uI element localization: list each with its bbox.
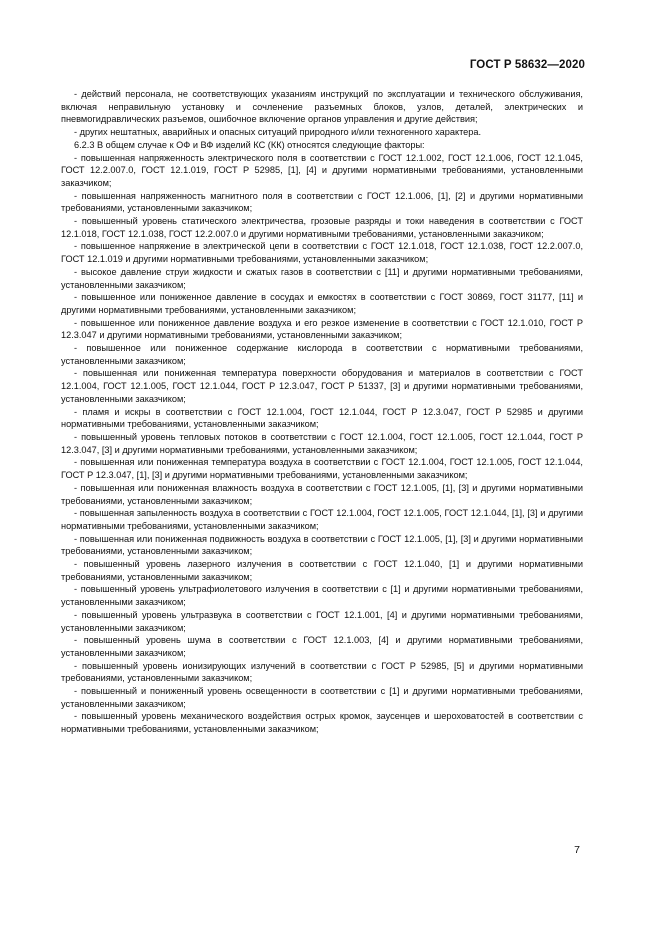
list-item: - повышенная напряженность магнитного поля в соответствии с ГОСТ 12.1.006, [1], [2] и другими нормативными требованиями, установленными заказчиком; xyxy=(61,190,583,214)
list-item: - повышенная запыленность воздуха в соответствии с ГОСТ 12.1.004, ГОСТ 12.1.005, ГОСТ 12.1.044, [1], [3] и другими нормативными требованиями, установленными заказчиком; xyxy=(61,508,583,531)
paragraph: 6.2.3 В общем случае к ОФ и ВФ изделий КС (КК) относятся следующие факторы: xyxy=(74,139,425,150)
list-item: - повышенный уровень шума в соответствии с ГОСТ 12.1.003, [4] и другими нормативными требованиями, установленными заказчиком; xyxy=(61,635,583,658)
list-item: - повышенное или пониженное давление воздуха и его резкое изменение в соответствии с ГОСТ 12.1.010, ГОСТ Р 12.3.047 и другими нормативными требованиями, установленными заказчиком; xyxy=(61,317,583,341)
list-item: - повышенный уровень ультразвука в соответствии с ГОСТ 12.1.001, [4] и другими нормативными требованиями, установленными заказчиком; xyxy=(61,609,583,633)
list-item: - повышенная или пониженная подвижность воздуха в соответствии с ГОСТ 12.1.005, [1], [3] и другими нормативными требованиями, установленными заказчиком; xyxy=(61,533,583,557)
list-item: - повышенная напряженность электрического поля в соответствии с ГОСТ 12.1.002, ГОСТ 12.1.006, ГОСТ 12.1.045, ГОСТ 12.2.007.0, ГОСТ 12.1.019, ГОСТ Р 52985, [1], [4] и другими нормативными требованиями, установленными заказчиком; xyxy=(61,152,583,188)
list-item: - повышенная или пониженная температура поверхности оборудования и материалов в соответствии с ГОСТ 12.1.004, ГОСТ 12.1.005, ГОСТ 12.1.044, ГОСТ Р 12.3.047, ГОСТ Р 51337, [3] и другими нормативными требованиями, установленными заказчиком; xyxy=(61,368,583,404)
standard-header: ГОСТ Р 58632—2020 xyxy=(469,59,585,71)
list-item: - повышенный уровень тепловых потоков в соответствии с ГОСТ 12.1.004, ГОСТ 12.1.005, ГОСТ 12.1.044, ГОСТ Р 12.3.047, [3] и другими нормативными требованиями, установленными заказчиком; xyxy=(61,431,583,455)
list-item: - повышенное или пониженное содержание кислорода в соответствии с нормативными требованиями, установленными заказчиком; xyxy=(61,343,583,366)
list-item: - повышенный уровень ультрафиолетового излучения в соответствии с [1] и другими нормативными требованиями, установленными заказчиком; xyxy=(61,584,583,608)
list-item: - повышенная или пониженная температура воздуха в соответствии с ГОСТ 12.1.004, ГОСТ 12.1.005, ГОСТ 12.1.044, ГОСТ Р 12.3.047, [1], [3] и другими нормативными требованиями, установленными заказчиком; xyxy=(61,457,583,481)
list-item: - повышенный уровень лазерного излучения в соответствии с ГОСТ 12.1.040, [1] и другими нормативными требованиями, установленными заказчиком; xyxy=(61,559,583,582)
page-number: 7 xyxy=(574,844,580,856)
list-item: - повышенный уровень механического воздействия острых кромок, заусенцев и шероховатостей в соответствии с нормативными требованиями, установленными заказчиком; xyxy=(61,711,583,735)
list-item: - повышенный уровень ионизирующих излучений в соответствии с ГОСТ Р 52985, [5] и другими нормативными требованиями, установленными заказчиком; xyxy=(61,660,583,684)
body-text xyxy=(61,88,583,736)
paragraph: - других нештатных, аварийных и опасных ситуаций природного и/или техногенного характера. xyxy=(74,127,482,138)
paragraph: - действий персонала, не соответствующих указаниям инструкций по эксплуатации и технического обслуживания, включая неправильную установку и сочленение разъемных блоков, узлов, деталей, электрических и пневмогидравлических разъемов, ошибочное включение органов управления и другие действия; xyxy=(61,89,583,125)
list-item: - повышенное или пониженное давление в сосудах и емкостях в соответствии с ГОСТ 30869, ГОСТ 31177, [11] и другими нормативными требованиями, установленными заказчиком; xyxy=(61,292,583,315)
list-item: - высокое давление струи жидкости и сжатых газов в соответствии с [11] и другими нормативными требованиями, установленными заказчиком; xyxy=(61,266,583,290)
list-item: - повышенное напряжение в электрической цепи в соответствии с ГОСТ 12.1.018, ГОСТ 12.1.038, ГОСТ 12.2.007.0, ГОСТ 12.1.019 и другими нормативными требованиями, установленными заказчиком; xyxy=(61,241,583,265)
list-item: - повышенный уровень статического электричества, грозовые разряды и токи наведения в соответствии с ГОСТ 12.1.018, ГОСТ 12.1.038, ГОСТ 12.2.007.0 и другими нормативными требованиями, установленными заказчиком; xyxy=(61,216,583,239)
list-item: - пламя и искры в соответствии с ГОСТ 12.1.004, ГОСТ 12.1.044, ГОСТ Р 12.3.047, ГОСТ Р 52985 и другими нормативными требованиями, установленными заказчиком; xyxy=(61,406,583,430)
list-item: - повышенная или пониженная влажность воздуха в соответствии с ГОСТ 12.1.005, [1], [3] и другими нормативными требованиями, установленными заказчиком; xyxy=(61,482,583,506)
list-item: - повышенный и пониженный уровень освещенности в соответствии с [1] и другими нормативными требованиями, установленными заказчиком; xyxy=(61,686,583,709)
